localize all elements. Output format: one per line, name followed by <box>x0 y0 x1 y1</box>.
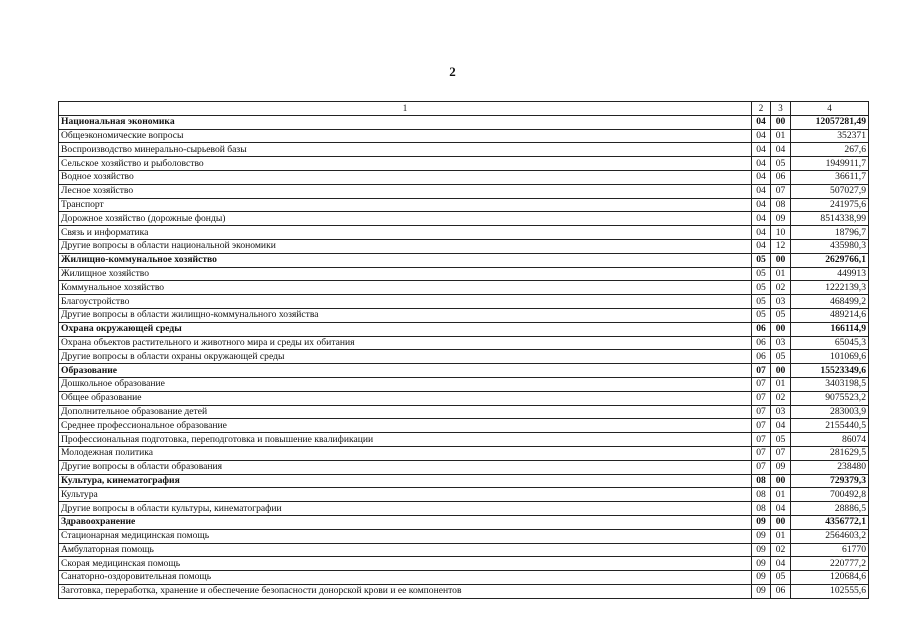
cell-amount: 2629766,1 <box>791 253 869 267</box>
header-col-1: 1 <box>59 102 752 116</box>
cell-amount: 220777,2 <box>791 557 869 571</box>
table-row <box>59 529 869 543</box>
cell-section: 09 <box>752 557 771 571</box>
cell-amount: 101069,6 <box>791 350 869 364</box>
section-row <box>59 515 869 529</box>
cell-name: Жилищно-коммунальное хозяйство <box>59 253 752 267</box>
cell-amount: 28886,5 <box>791 502 869 516</box>
section-row <box>59 364 869 378</box>
cell-name: Культура <box>59 488 752 502</box>
cell-amount: 166114,9 <box>791 322 869 336</box>
cell-subsection: 00 <box>771 253 791 267</box>
cell-amount: 102555,6 <box>791 584 869 598</box>
cell-name: Другие вопросы в области культуры, кинематографии <box>59 502 752 516</box>
table-row <box>59 391 869 405</box>
cell-section: 09 <box>752 515 771 529</box>
cell-subsection: 05 <box>771 157 791 171</box>
cell-amount: 120684,6 <box>791 571 869 585</box>
cell-subsection: 00 <box>771 364 791 378</box>
table-row <box>59 336 869 350</box>
cell-name: Воспроизводство минерально-сырьевой базы <box>59 143 752 157</box>
table-row <box>59 239 869 253</box>
cell-name: Скорая медицинская помощь <box>59 557 752 571</box>
cell-name: Лесное хозяйство <box>59 184 752 198</box>
cell-name: Дорожное хозяйство (дорожные фонды) <box>59 212 752 226</box>
cell-name: Национальная экономика <box>59 115 752 129</box>
cell-amount: 86074 <box>791 433 869 447</box>
cell-name: Профессиональная подготовка, переподготовка и повышение квалификации <box>59 433 752 447</box>
cell-amount: 449913 <box>791 267 869 281</box>
cell-name: Водное хозяйство <box>59 170 752 184</box>
cell-amount: 1222139,3 <box>791 281 869 295</box>
cell-subsection: 05 <box>771 433 791 447</box>
cell-section: 05 <box>752 253 771 267</box>
header-col-2: 2 <box>752 102 771 116</box>
cell-section: 06 <box>752 336 771 350</box>
cell-section: 07 <box>752 419 771 433</box>
table-row <box>59 350 869 364</box>
cell-subsection: 00 <box>771 515 791 529</box>
cell-section: 04 <box>752 226 771 240</box>
cell-section: 05 <box>752 267 771 281</box>
cell-name: Молодежная политика <box>59 446 752 460</box>
cell-name: Культура, кинематография <box>59 474 752 488</box>
cell-amount: 4356772,1 <box>791 515 869 529</box>
cell-section: 04 <box>752 129 771 143</box>
cell-amount: 241975,6 <box>791 198 869 212</box>
cell-name: Сельское хозяйство и рыболовство <box>59 157 752 171</box>
cell-amount: 489214,6 <box>791 308 869 322</box>
table-row <box>59 143 869 157</box>
cell-section: 04 <box>752 115 771 129</box>
header-col-4: 4 <box>791 102 869 116</box>
header-col-3: 3 <box>771 102 791 116</box>
cell-name: Транспорт <box>59 198 752 212</box>
cell-amount: 283003,9 <box>791 405 869 419</box>
cell-subsection: 02 <box>771 281 791 295</box>
table-header-row <box>59 102 869 116</box>
table-row <box>59 571 869 585</box>
table-row <box>59 281 869 295</box>
cell-section: 08 <box>752 474 771 488</box>
cell-amount: 281629,5 <box>791 446 869 460</box>
cell-subsection: 03 <box>771 336 791 350</box>
cell-amount: 2155440,5 <box>791 419 869 433</box>
cell-name: Благоустройство <box>59 295 752 309</box>
cell-name: Стационарная медицинская помощь <box>59 529 752 543</box>
cell-name: Другие вопросы в области образования <box>59 460 752 474</box>
table-row <box>59 460 869 474</box>
cell-subsection: 02 <box>771 391 791 405</box>
cell-section: 07 <box>752 460 771 474</box>
cell-section: 07 <box>752 377 771 391</box>
cell-section: 05 <box>752 295 771 309</box>
cell-name: Другие вопросы в области жилищно-коммунального хозяйства <box>59 308 752 322</box>
cell-amount: 15523349,6 <box>791 364 869 378</box>
cell-name: Дошкольное образование <box>59 377 752 391</box>
table-row <box>59 157 869 171</box>
cell-section: 07 <box>752 405 771 419</box>
page-number: 2 <box>449 64 456 79</box>
cell-subsection: 03 <box>771 295 791 309</box>
section-row <box>59 322 869 336</box>
section-row <box>59 253 869 267</box>
cell-subsection: 04 <box>771 557 791 571</box>
cell-amount: 267,6 <box>791 143 869 157</box>
cell-amount: 3403198,5 <box>791 377 869 391</box>
cell-subsection: 07 <box>771 446 791 460</box>
cell-subsection: 08 <box>771 198 791 212</box>
cell-section: 08 <box>752 502 771 516</box>
table-row <box>59 226 869 240</box>
budget-table-body <box>59 102 869 599</box>
cell-section: 07 <box>752 446 771 460</box>
cell-section: 04 <box>752 198 771 212</box>
cell-name: Охрана объектов растительного и животного мира и среды их обитания <box>59 336 752 350</box>
cell-amount: 729379,3 <box>791 474 869 488</box>
cell-subsection: 00 <box>771 115 791 129</box>
cell-subsection: 05 <box>771 308 791 322</box>
cell-subsection: 06 <box>771 170 791 184</box>
cell-section: 04 <box>752 184 771 198</box>
cell-name: Общее образование <box>59 391 752 405</box>
cell-name: Другие вопросы в области национальной экономики <box>59 239 752 253</box>
cell-name: Дополнительное образование детей <box>59 405 752 419</box>
cell-subsection: 09 <box>771 460 791 474</box>
cell-name: Охрана окружающей среды <box>59 322 752 336</box>
cell-subsection: 02 <box>771 543 791 557</box>
cell-name: Образование <box>59 364 752 378</box>
table-row <box>59 198 869 212</box>
cell-subsection: 01 <box>771 529 791 543</box>
cell-subsection: 05 <box>771 350 791 364</box>
budget-table <box>58 101 869 599</box>
cell-amount: 507027,9 <box>791 184 869 198</box>
table-row <box>59 212 869 226</box>
table-row <box>59 419 869 433</box>
cell-name: Коммунальное хозяйство <box>59 281 752 295</box>
cell-section: 04 <box>752 239 771 253</box>
cell-subsection: 01 <box>771 377 791 391</box>
cell-section: 05 <box>752 308 771 322</box>
cell-amount: 238480 <box>791 460 869 474</box>
table-row <box>59 377 869 391</box>
cell-subsection: 04 <box>771 419 791 433</box>
table-row <box>59 557 869 571</box>
cell-section: 09 <box>752 543 771 557</box>
cell-amount: 12057281,49 <box>791 115 869 129</box>
cell-name: Санаторно-оздоровительная помощь <box>59 571 752 585</box>
table-row <box>59 543 869 557</box>
cell-subsection: 01 <box>771 488 791 502</box>
table-row <box>59 405 869 419</box>
cell-amount: 1949911,7 <box>791 157 869 171</box>
table-row <box>59 267 869 281</box>
table-row <box>59 502 869 516</box>
section-row <box>59 115 869 129</box>
cell-amount: 36611,7 <box>791 170 869 184</box>
cell-section: 04 <box>752 143 771 157</box>
table-row <box>59 433 869 447</box>
cell-subsection: 10 <box>771 226 791 240</box>
cell-amount: 435980,3 <box>791 239 869 253</box>
cell-subsection: 04 <box>771 502 791 516</box>
cell-name: Другие вопросы в области охраны окружающей среды <box>59 350 752 364</box>
cell-amount: 61770 <box>791 543 869 557</box>
cell-section: 06 <box>752 322 771 336</box>
cell-amount: 700492,8 <box>791 488 869 502</box>
cell-amount: 2564603,2 <box>791 529 869 543</box>
cell-section: 08 <box>752 488 771 502</box>
cell-amount: 468499,2 <box>791 295 869 309</box>
cell-section: 04 <box>752 170 771 184</box>
cell-name: Жилищное хозяйство <box>59 267 752 281</box>
table-row <box>59 170 869 184</box>
section-row <box>59 474 869 488</box>
cell-section: 09 <box>752 584 771 598</box>
cell-name: Связь и информатика <box>59 226 752 240</box>
cell-subsection: 05 <box>771 571 791 585</box>
cell-name: Общеэкономические вопросы <box>59 129 752 143</box>
cell-amount: 18796,7 <box>791 226 869 240</box>
cell-subsection: 00 <box>771 322 791 336</box>
cell-subsection: 00 <box>771 474 791 488</box>
cell-subsection: 07 <box>771 184 791 198</box>
cell-name: Заготовка, переработка, хранение и обеспечение безопасности донорской крови и ее компонентов <box>59 584 752 598</box>
cell-section: 05 <box>752 281 771 295</box>
cell-section: 07 <box>752 391 771 405</box>
table-row <box>59 295 869 309</box>
cell-subsection: 09 <box>771 212 791 226</box>
cell-amount: 9075523,2 <box>791 391 869 405</box>
table-row <box>59 446 869 460</box>
cell-section: 06 <box>752 350 771 364</box>
table-row <box>59 184 869 198</box>
cell-name: Среднее профессиональное образование <box>59 419 752 433</box>
cell-section: 09 <box>752 529 771 543</box>
cell-subsection: 04 <box>771 143 791 157</box>
cell-section: 04 <box>752 157 771 171</box>
cell-section: 07 <box>752 364 771 378</box>
table-row <box>59 308 869 322</box>
cell-subsection: 03 <box>771 405 791 419</box>
cell-amount: 65045,3 <box>791 336 869 350</box>
cell-amount: 352371 <box>791 129 869 143</box>
cell-subsection: 06 <box>771 584 791 598</box>
cell-section: 07 <box>752 433 771 447</box>
cell-section: 04 <box>752 212 771 226</box>
cell-name: Здравоохранение <box>59 515 752 529</box>
cell-subsection: 12 <box>771 239 791 253</box>
table-row <box>59 584 869 598</box>
cell-name: Амбулаторная помощь <box>59 543 752 557</box>
table-row <box>59 129 869 143</box>
cell-section: 09 <box>752 571 771 585</box>
table-row <box>59 488 869 502</box>
cell-amount: 8514338,99 <box>791 212 869 226</box>
cell-subsection: 01 <box>771 129 791 143</box>
cell-subsection: 01 <box>771 267 791 281</box>
